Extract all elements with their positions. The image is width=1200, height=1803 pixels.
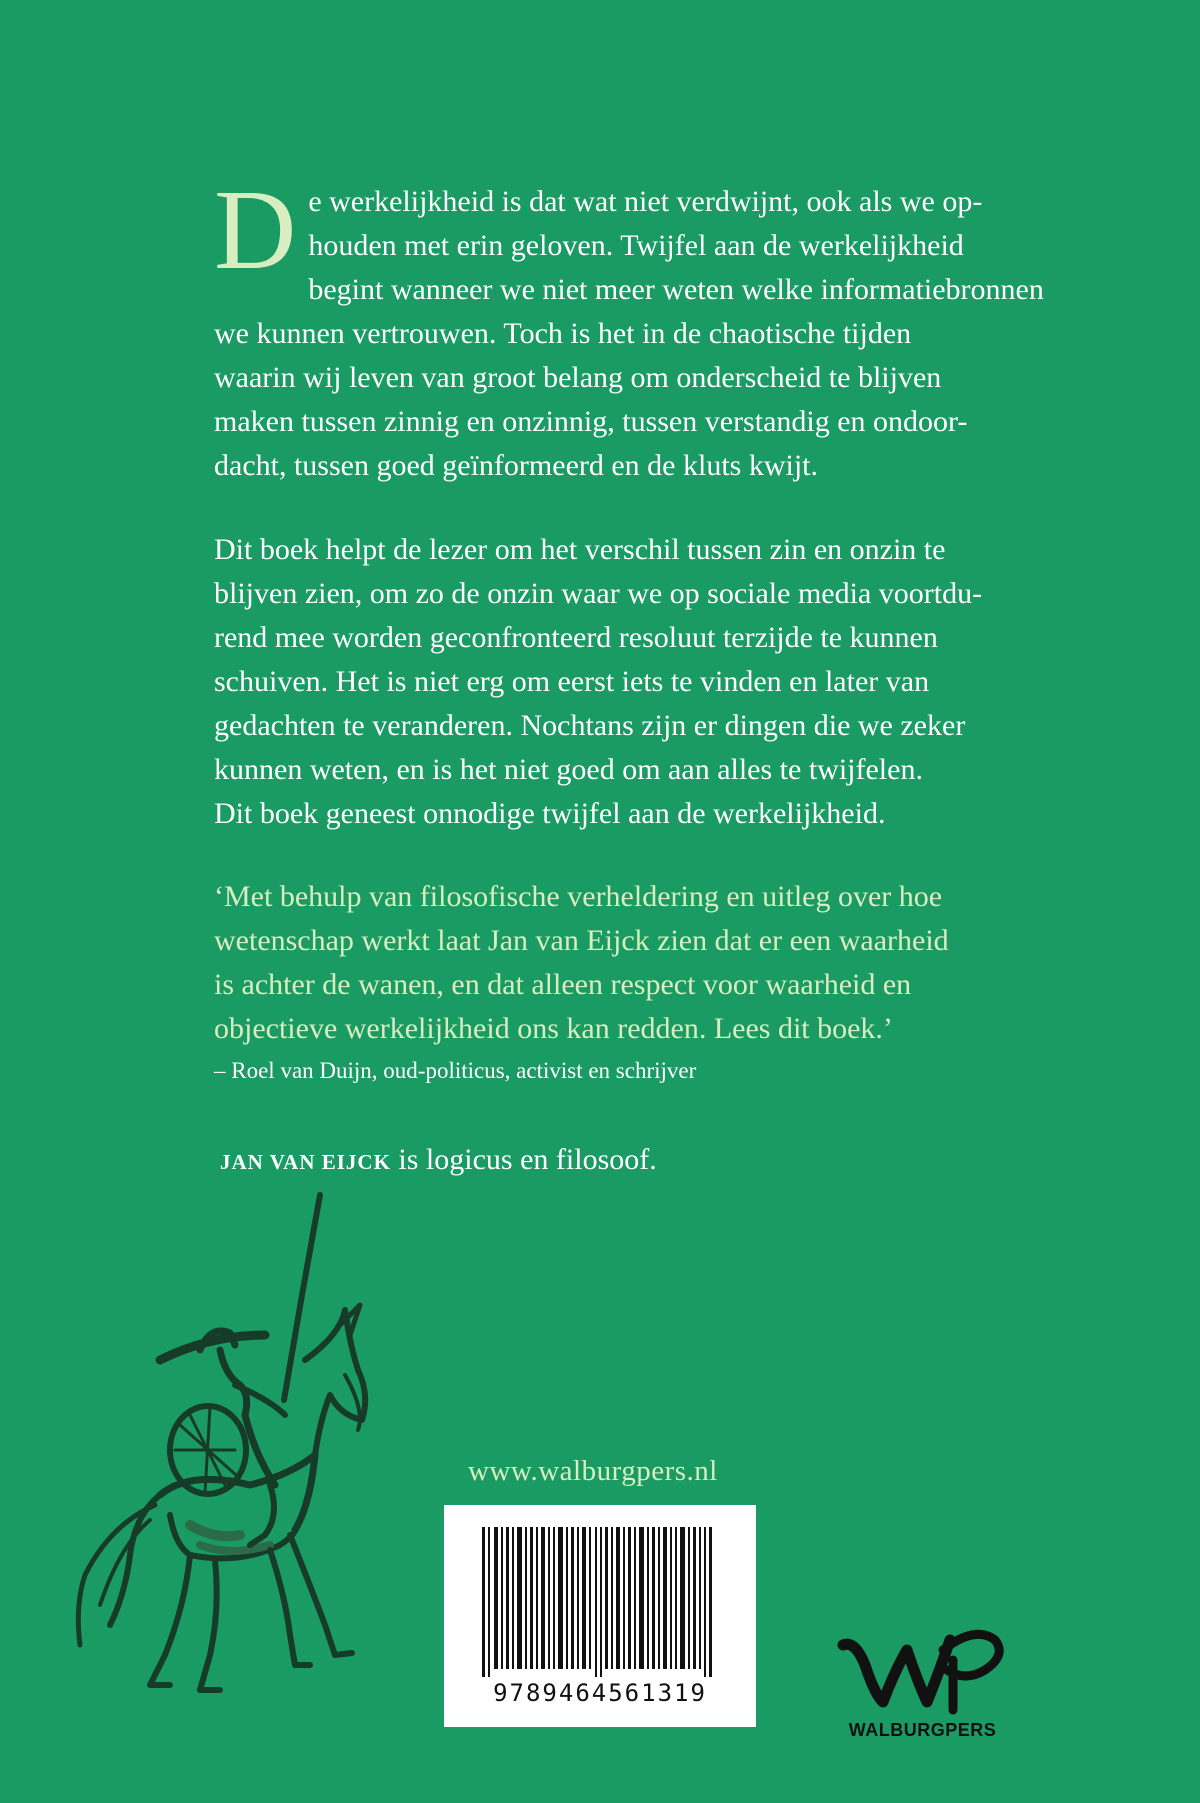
quote-attribution: – Roel van Duijn, oud-politicus, activist en schrijver (214, 1058, 697, 1083)
publisher-logo-text: WALBURGPERS (848, 1720, 997, 1740)
blurb-line: begint wanneer we niet meer weten welke informatiebronnen (308, 273, 1044, 306)
blurb-line: dacht, tussen goed geïnformeerd en de kluts kwijt. (214, 449, 819, 482)
blurb-line: schuiven. Het is niet erg om eerst iets te vinden en later van (214, 665, 930, 698)
blurb-paragraph-1 (214, 166, 1044, 488)
blurb-line: we kunnen vertrouwen. Toch is het in de chaotische tijden (214, 317, 912, 350)
author-bio (220, 1138, 657, 1184)
review-quote (214, 875, 1044, 1051)
isbn-barcode (444, 1505, 756, 1727)
quote-line: objectieve werkelijkheid ons kan redden. Lees dit boek.’ (214, 1012, 893, 1045)
author-name: JAN VAN EIJCK (220, 1150, 391, 1174)
quote-line: ‘Met behulp van filosofische verheldering en uitleg over hoe (214, 880, 943, 913)
quote-line: wetenschap werkt laat Jan van Eijck zien dat er een waarheid (214, 924, 949, 957)
isbn-number: 9789464561319 (493, 1679, 707, 1707)
barcode-bars (444, 1505, 756, 1685)
knight-on-horse-illustration (40, 1185, 480, 1710)
blurb-paragraph-2 (214, 528, 1044, 836)
blurb-line: Dit boek geneest onnodige twijfel aan de werkelijkheid. (214, 797, 886, 830)
author-description: is logicus en filosoof. (390, 1143, 657, 1176)
blurb-line: waarin wij leven van groot belang om onderscheid te blijven (214, 361, 942, 394)
blurb-line: e werkelijkheid is dat wat niet verdwijnt, ook als we op- (308, 185, 983, 218)
blurb-line: houden met erin geloven. Twijfel aan de werkelijkheid (308, 229, 964, 262)
drop-cap: D (214, 166, 297, 293)
blurb-line: blijven zien, om zo de onzin waar we op sociale media voortdu- (214, 577, 983, 610)
blurb-line: Dit boek helpt de lezer om het verschil tussen zin en onzin te (214, 533, 946, 566)
wp-logo-icon (835, 1610, 1010, 1720)
blurb-line: maken tussen zinnig en onzinnig, tussen verstandig en ondoor- (214, 405, 968, 438)
quote-line: is achter de wanen, en dat alleen respect voor waarheid en (214, 968, 912, 1001)
blurb-line: gedachten te veranderen. Nochtans zijn er dingen die we zeker (214, 709, 966, 742)
publisher-logo (835, 1610, 1010, 1740)
blurb-line: kunnen weten, en is het niet goed om aan alles te twijfelen. (214, 753, 923, 786)
publisher-website: www.walburgpers.nl (468, 1455, 718, 1487)
blurb-line: rend mee worden geconfronteerd resoluut terzijde te kunnen (214, 621, 938, 654)
